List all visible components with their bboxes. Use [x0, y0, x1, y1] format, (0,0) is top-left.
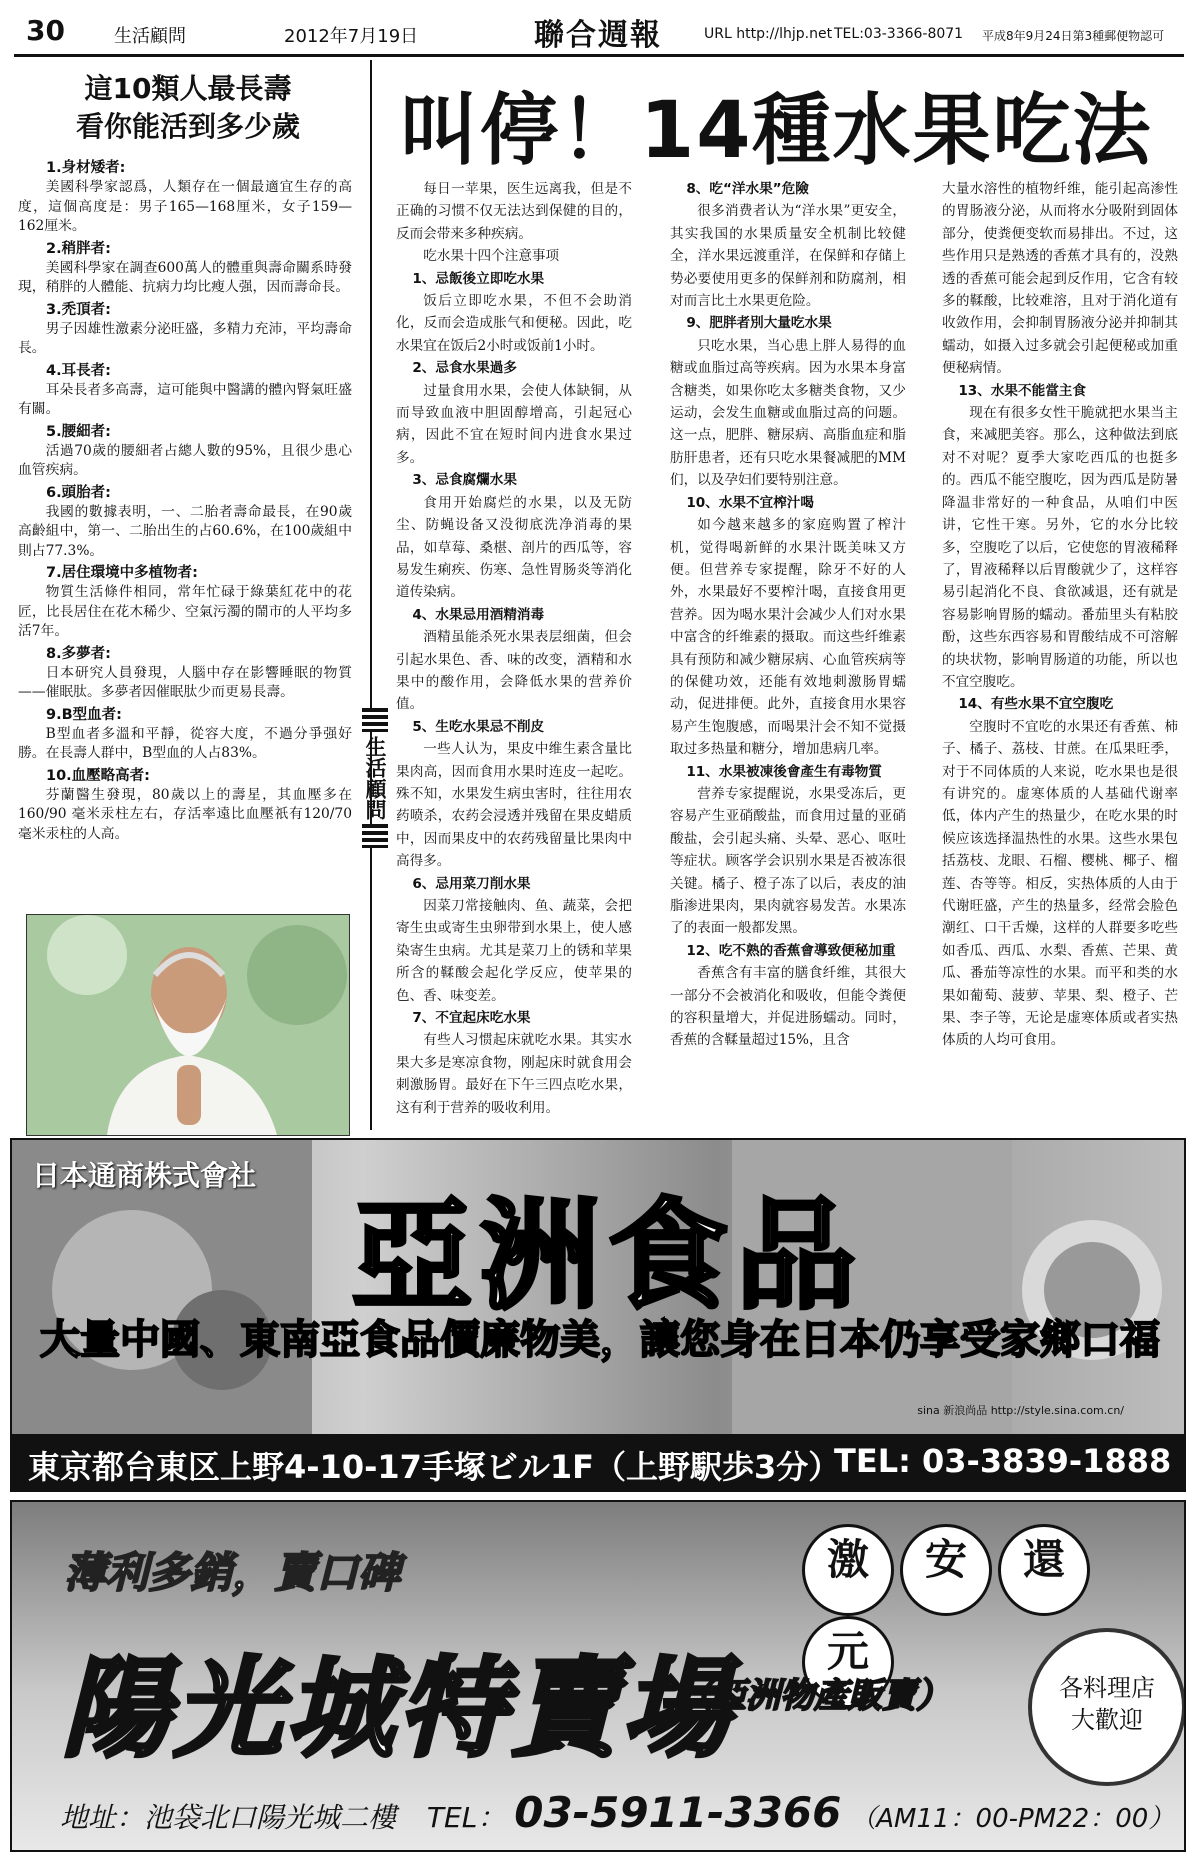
paper-tel: TEL:03-3366-8071: [834, 26, 964, 42]
tip-heading: 13、水果不能當主食: [958, 382, 1086, 399]
article-paragraph: 酒精虽能杀死水果表层细菌，但会引起水果色、香、味的改变，酒精和水果中的酸作用，会降低水果的营养价值。: [396, 629, 632, 713]
ad2-brand-name: 陽光城特賣場: [62, 1647, 735, 1772]
sidebar-title-line1: 這10類人最長壽: [84, 72, 292, 105]
badge-line2: 大歡迎: [1071, 1706, 1143, 1734]
sidebar-item-heading: 8.多夢者:: [46, 645, 111, 662]
sidebar-item-heading: 4.耳長者:: [46, 362, 111, 379]
sidebar-item-heading: 6.頭胎者:: [46, 484, 111, 501]
sidebar-item-body: 物質生活條件相同，常年忙碌于綠葉紅花中的花匠，比長居住在花木稀少、空氣污濁的鬧市的人平均多活7年。: [18, 584, 352, 639]
article-paragraph: 营养专家提醒说，水果受冻后，更容易产生亚硝酸盐，而食用过量的亚硝酸盐，会引起头痛、头晕、恶心、呕吐等症状。顾客学会识别水果是否被冻很关键。橘子、橙子冻了以后，表皮的油脂渗进果肉，果肉就容易发苦。水果冻了的表面一般都发黑。: [670, 785, 906, 937]
article-paragraph: 有些人习惯起床就吃水果。其实水果大多是寒凉食物，刚起床时就食用会刺激肠胃。最好在下午三四点吃水果，这有利于营养的吸收利用。: [396, 1032, 632, 1116]
sidebar-item-body: 美國科學家在調查600萬人的體重與壽命關系時發現，稍胖的人體能、抗病力均比瘦人强，因而壽命長。: [18, 259, 352, 295]
ad2-subtitle: （亞洲物產販賣）: [678, 1676, 950, 1716]
article-column-2: [670, 178, 906, 1052]
image-credit: sina 新浪尚品 http://style.sina.com.cn/: [917, 1404, 1124, 1417]
discount-badge: 激: [802, 1524, 894, 1616]
postal-permit: 平成8年9月24日第3種郵便物認可: [982, 29, 1165, 43]
tip-heading: 9、肥胖者別大量吃水果: [686, 315, 832, 332]
discount-badge: 安: [900, 1524, 992, 1616]
page-number: 30: [26, 14, 65, 47]
ad2-tel-label: TEL：: [426, 1801, 506, 1834]
ad2-footer: [60, 1788, 1174, 1837]
article-paragraph: 因菜刀常接触肉、鱼、蔬菜，会把寄生虫或寄生虫卵带到水果上，使人感染寄生虫病。尤其是菜刀上的锈和苹果所含的鞣酸会起化学反应，使苹果的色、香、味变差。: [396, 898, 632, 1004]
tip-heading: 4、水果忌用酒精消毒: [412, 606, 545, 623]
sidebar-title: [18, 70, 358, 146]
restaurant-welcome-badge: [1028, 1628, 1186, 1786]
column-divider: [370, 60, 372, 1130]
sidebar-item-body: 男子因雄性激素分泌旺盛，多精力充沛，平均壽命長。: [18, 320, 352, 356]
sidebar-item-body: 芬蘭醫生發現，80歲以上的壽星，其血壓多在160/90 毫米汞柱左右，存活率遠比血壓祇有120/70毫米汞柱的人高。: [18, 786, 352, 842]
sidebar-item-heading: 1.身材矮者:: [46, 160, 126, 176]
page-header: [14, 10, 1184, 57]
tip-heading: 1、忌飯後立即吃水果: [412, 270, 545, 287]
paper-url[interactable]: URL http://lhjp.net: [704, 26, 833, 42]
tip-heading: 6、忌用菜刀削水果: [412, 875, 531, 892]
tip-heading: 3、忌食腐爛水果: [412, 472, 517, 489]
article-title: 叫停！14種水果吃法: [400, 86, 1153, 176]
article-paragraph: 很多消费者认为“洋水果”更安全，其实我国的水果质量安全机制比较健全，洋水果远渡重洋，在保鲜和存储上势必要使用更多的保鲜剂和防腐剂，相对而言比土水果更危险。: [670, 203, 906, 310]
ad2-phone[interactable]: 03-5911-3366: [514, 1788, 842, 1837]
sidebar-item-heading: 5.腰細者:: [46, 423, 111, 440]
sidebar-title-line2: 看你能活到多少歲: [75, 110, 300, 143]
paper-logo: 聯合週報: [534, 18, 662, 53]
tip-heading: 2、忌食水果過多: [412, 360, 517, 377]
tip-heading: 10、水果不宜榨汁喝: [686, 494, 814, 511]
article-paragraph: 食用开始腐烂的水果，以及无防尘、防蝇设备又没彻底洗净消毒的果品，如草莓、桑椹、剖片的西瓜等，容易发生痢疾、伤寒、急性胃肠炎等消化道传染病。: [396, 494, 632, 601]
article-paragraph: 过量食用水果，会使人体缺铜，从而导致血液中胆固醇增高，引起冠心病，因此不宜在短时间内进食水果过多。: [396, 382, 632, 466]
article-paragraph: 空腹时不宜吃的水果还有香蕉、柿子、橘子、荔枝、甘蔗。在瓜果旺季，对于不同体质的人来说，吃水果也是很有讲究的。虚寒体质的人基础代谢率低，体内产生的热量少，在吃水果的时候应该选择温热性的水果。这些水果包括荔枝、龙眼、石榴、樱桃、椰子、榴莲、杏等等。相反，实热体质的人由于代谢旺盛，产生的热量多，经常会脸色潮红、口干舌燥，这样的人群要多吃些如香瓜、西瓜、水梨、香蕉、芒果、黄瓜、番茄等凉性的水果。而平和类的水果如葡萄、菠萝、苹果、梨、橙子、芒果、李子等，无论是虚寒体质或者实热体质的人均可食用。: [942, 718, 1178, 1049]
ad2-slogan: 薄利多銷，賣口碑: [64, 1548, 401, 1597]
article-paragraph: 大量水溶性的植物纤维，能引起高渗性的胃肠液分泌，从而将水分吸附到固体部分，使粪便变软而易排出。不过，这些作用只是熟透的香蕉才具有的，没熟透的香蕉可能会起到反作用，它含有较多的鞣酸，比较难溶，且对于消化道有收敛作用，会抑制胃肠液分泌并抑制其蠕动，如摄入过多就会引起便秘或加重便秘病情。: [942, 181, 1178, 377]
tip-heading: 11、水果被凍後會產生有毒物質: [686, 763, 882, 780]
sidebar-list: [18, 158, 358, 844]
article-column-3: [942, 178, 1178, 1052]
tip-heading: 7、不宜起床吃水果: [412, 1010, 531, 1027]
sidebar-item-heading: 9.B型血者:: [46, 706, 122, 723]
article-paragraph: 如今越来越多的家庭购置了榨汁机，觉得喝新鲜的水果汁既美味又方便。但营养专家提醒，除牙不好的人外，水果最好不要榨汁喝，直接食用更营养。因为喝水果汁会减少人们对水果中富含的纤维素的摄取。而这些纤维素具有预防和减少糖尿病、心血管疾病等的保健功效，还能有效地刺激肠胃蠕动，促进排便。此外，直接食用水果容易产生饱腹感，而喝果汁会不知不觉摄取过多热量和糖分，增加患病几率。: [670, 517, 906, 758]
issue-date: 2012年7月19日: [284, 26, 419, 47]
tip-heading: 5、生吃水果忌不削皮: [412, 718, 545, 735]
ad-sunshine-market[interactable]: [10, 1500, 1186, 1852]
elder-illustration: [27, 915, 349, 1135]
ad-phone[interactable]: TEL: 03-3839-1888: [834, 1442, 1172, 1480]
ad2-address: 地址：池袋北口陽光城二樓: [60, 1801, 397, 1834]
ad-asia-foods[interactable]: [10, 1138, 1186, 1492]
sidebar-longevity: [18, 62, 358, 1122]
ad2-hours: （AM11：00-PM22：00）: [850, 1804, 1175, 1834]
article-paragraph: 吃水果十四个注意事项: [423, 248, 560, 265]
article-paragraph: 饭后立即吃水果，不但不会助消化，反而会造成胀气和便秘。因此，吃水果宜在饭后2小时或饭前1小时。: [396, 293, 632, 354]
article-paragraph: 只吃水果，当心患上胖人易得的血糖或血脂过高等疾病。因为水果本身富含糖类，如果你吃太多糖类食物，又少运动，会发生血糖或血脂过高的问题。这一点，肥胖、糖尿病、高脂血症和脂肪肝患者，还有只吃水果餐减肥的MM们，以及孕妇们要特别注意。: [670, 337, 906, 489]
ad-company-name: 日本通商株式會社: [32, 1159, 257, 1192]
tip-heading: 14、有些水果不宜空腹吃: [958, 696, 1114, 713]
article-column-1: [396, 178, 632, 1119]
ad-slogan: 大量中國、東南亞食品價廉物美，讓您身在日本仍享受家鄉口福: [40, 1317, 1160, 1363]
sidebar-item-body: 美國科學家認爲，人類存在一個最適宜生存的高度，這個高度是：男子165—168厘米，女子159—162厘米。: [18, 179, 352, 234]
main-article: [363, 58, 1188, 1118]
ad-address: 東京都台東区上野4-10-17手塚ビル1F（上野駅歩3分）: [28, 1448, 841, 1486]
article-paragraph: 现在有很多女性干脆就把水果当主食，来减肥美容。那么，这种做法到底对不对呢？夏季大家吃西瓜的也挺多的。西瓜不能空腹吃，因为西瓜是防暑降温非常好的一种食品，从咱们中医讲，它性干寒。另外，它的水分比较多，空腹吃了以后，它使您的胃液稀释了，胃液稀释以后胃酸就少了，这样容易引起消化不良、食欲减退，还有就是容易影响胃肠的蠕动。番茄里头有粘胶酚，这些东西容易和胃酸结成不可溶解的块状物，影响胃肠道的功能，所以也不宜空腹吃。: [942, 405, 1178, 690]
sidebar-item-body: 活過70歲的腰細者占總人數的95%，且很少患心血管疾病。: [18, 442, 352, 478]
ad-contact-bar: [12, 1434, 1184, 1490]
discount-badge: 還: [998, 1524, 1090, 1616]
sidebar-item-body: 我國的數據表明，一、二胎者壽命最長，在90歲高齡組中，第一、二胎出生的占60.6%，在100歲組中則占77.3%。: [18, 503, 352, 559]
tip-heading: 12、吃不熟的香蕉會導致便秘加重: [686, 942, 896, 959]
ad-brand-name: 亞洲食品: [352, 1187, 864, 1326]
section-banner: [362, 708, 388, 920]
discount-badge: 元: [802, 1616, 894, 1708]
article-paragraph: 每日一苹果，医生远离我，但是不正确的习惯不仅无法达到保健的目的，反而会带来多种疾病。: [396, 181, 632, 242]
sidebar-item-heading: 3.禿頂者:: [46, 301, 111, 318]
article-paragraph: 香蕉含有丰富的膳食纤维，其很大一部分不会被消化和吸收，但能令粪便的容积量增大，并促进肠蠕动。同时，香蕉的含鞣量超过15%，且含: [670, 965, 906, 1049]
section-name: 生活顧問: [114, 26, 186, 47]
elder-photo: [26, 914, 350, 1136]
sidebar-item-heading: 10.血壓略高者:: [46, 767, 150, 784]
sidebar-item-heading: 2.稍胖者:: [46, 240, 111, 257]
sidebar-item-heading: 7.居住環境中多植物者:: [46, 565, 198, 581]
sidebar-item-body: 耳朵長者多高壽，這可能與中醫講的體內腎氣旺盛有關。: [18, 381, 352, 417]
sidebar-item-body: B型血者多溫和平靜，從容大度，不過分爭强好勝。在長壽人群中，B型血的人占83%。: [18, 725, 352, 761]
sidebar-item-body: 日本研究人員發現，人腦中存在影響睡眠的物質——催眠肽。多夢者因催眠肽少而更易長壽。: [18, 664, 352, 700]
article-paragraph: 一些人认为，果皮中维生素含量比果肉高，因而食用水果时连皮一起吃。殊不知，水果发生病虫害时，往往用农药喷杀，农药会浸透并残留在果皮蜡质中，因而果皮中的农药残留量比果肉中高得多。: [396, 741, 632, 870]
badge-line1: 各料理店: [1059, 1674, 1155, 1702]
tip-heading: 8、吃“洋水果”危險: [686, 181, 809, 197]
section-banner-text: 生活顧問: [363, 736, 387, 820]
